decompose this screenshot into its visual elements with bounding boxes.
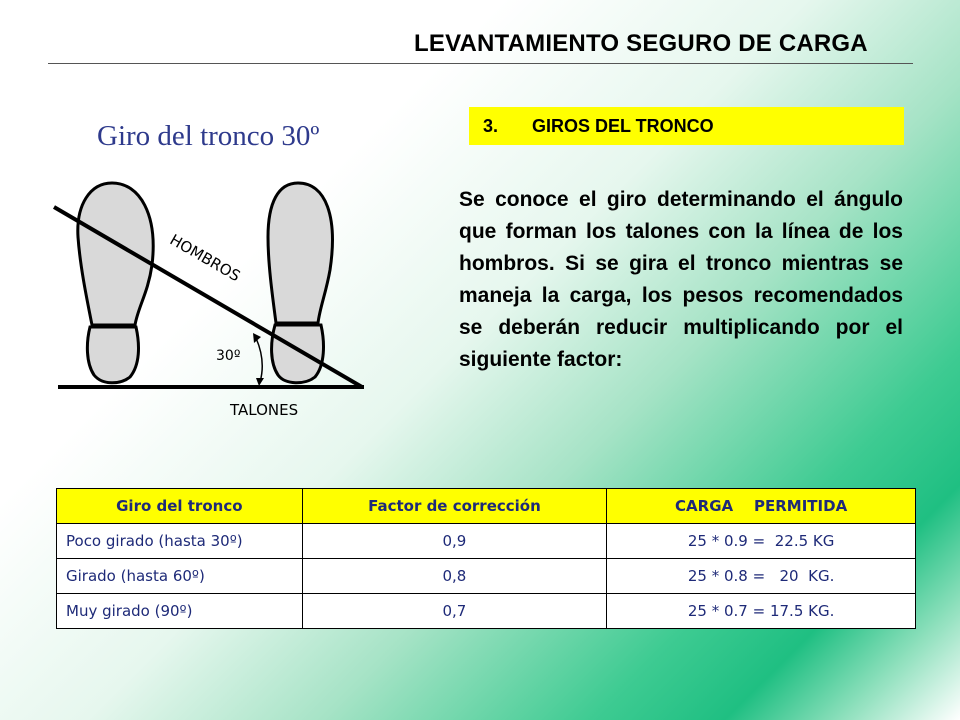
row-factor: 0,9: [302, 524, 607, 559]
row-load: 25 * 0.9 = 22.5 KG: [607, 524, 916, 559]
trunk-rotation-illustration: [40, 175, 380, 430]
row-rotation: Muy girado (90º): [57, 594, 303, 629]
row-load: 25 * 0.8 = 20 KG.: [607, 559, 916, 594]
row-factor: 0,8: [302, 559, 607, 594]
table-header-row: [57, 489, 916, 524]
section-number: 3.: [483, 116, 499, 136]
row-rotation: Poco girado (hasta 30º): [57, 524, 303, 559]
row-rotation: Girado (hasta 60º): [57, 559, 303, 594]
table-row: [57, 524, 916, 559]
row-load: 25 * 0.7 = 17.5 KG.: [607, 594, 916, 629]
angle-arrow-bottom-icon: [256, 378, 264, 386]
header-trunk-rotation: Giro del tronco: [57, 489, 303, 524]
explanation-text: Se conoce el giro determinando el ángulo que forman los talones con la línea de los hombros. Si se gira el tronco mientras se maneja la carga, los pesos recomendados se deberán reducir multiplicando por el siguiente factor:: [459, 188, 903, 371]
correction-factor-table: [56, 488, 916, 629]
left-footprint-icon: [78, 183, 153, 383]
header-correction-factor: Factor de corrección: [302, 489, 607, 524]
title-rule: [48, 63, 913, 64]
shoulders-label: HOMBROS: [166, 230, 244, 286]
angle-arc: [256, 338, 262, 382]
table-row: [57, 594, 916, 629]
row-factor: 0,7: [302, 594, 607, 629]
section-label: GIROS DEL TRONCO: [532, 116, 714, 136]
table-row: [57, 559, 916, 594]
slide-title: LEVANTAMIENTO SEGURO DE CARGA: [414, 30, 868, 57]
angle-label: 30º: [216, 348, 241, 364]
section-heading: [469, 107, 904, 145]
subtitle: Giro del tronco 30º: [97, 120, 320, 152]
header-allowed-load: CARGA PERMITIDA: [607, 489, 916, 524]
heels-label: TALONES: [230, 401, 299, 419]
